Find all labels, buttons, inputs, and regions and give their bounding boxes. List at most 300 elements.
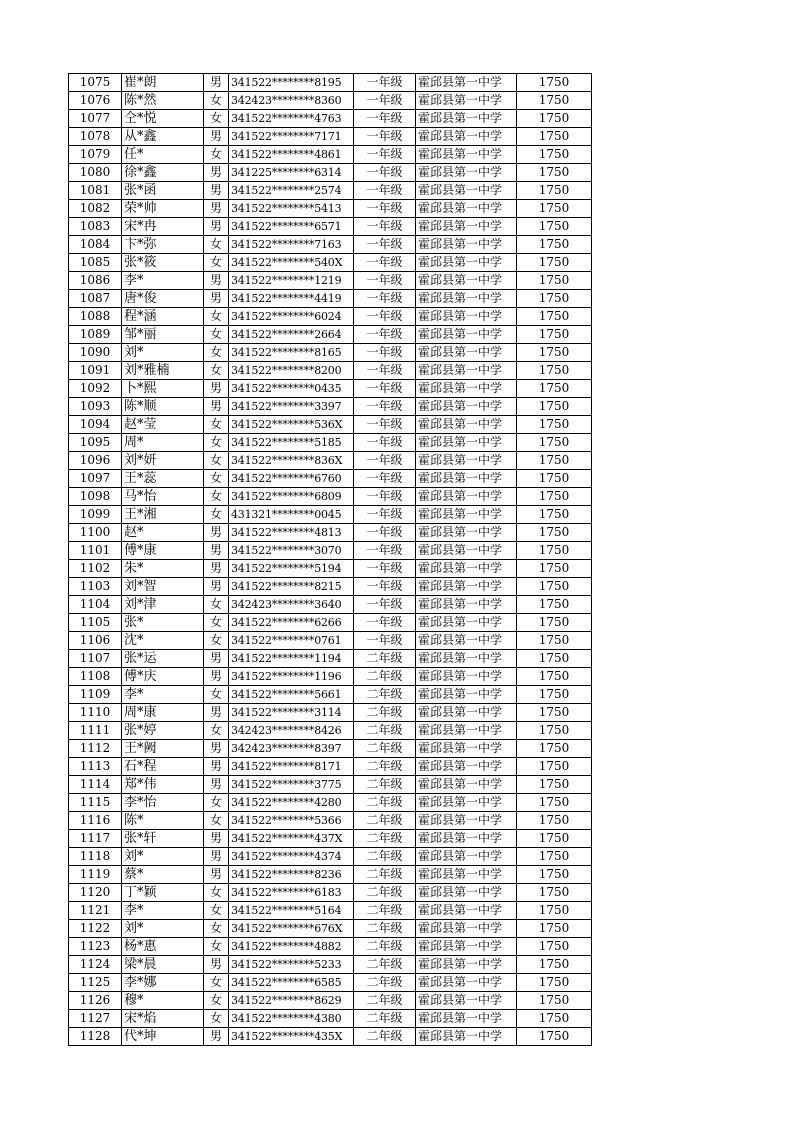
gender-cell: 女 <box>204 1010 229 1028</box>
id-number-cell: 341522********4861 <box>229 146 354 164</box>
table-row <box>69 182 592 200</box>
grade-cell: 一年级 <box>354 452 416 470</box>
amount-cell: 1750 <box>517 830 592 848</box>
grade-cell: 一年级 <box>354 254 416 272</box>
school-cell: 霍邱县第一中学 <box>416 1028 517 1046</box>
amount-cell: 1750 <box>517 182 592 200</box>
id-number-cell: 341522********8200 <box>229 362 354 380</box>
gender-cell: 女 <box>204 146 229 164</box>
id-number-cell: 342423********8426 <box>229 722 354 740</box>
row-number-cell: 1121 <box>69 902 122 920</box>
grade-cell: 二年级 <box>354 884 416 902</box>
row-number-cell: 1088 <box>69 308 122 326</box>
row-number-cell: 1094 <box>69 416 122 434</box>
student-name-cell: 宋*焰 <box>122 1010 204 1028</box>
student-name-cell: 张*函 <box>122 182 204 200</box>
school-cell: 霍邱县第一中学 <box>416 902 517 920</box>
student-name-cell: 宋*冉 <box>122 218 204 236</box>
row-number-cell: 1111 <box>69 722 122 740</box>
amount-cell: 1750 <box>517 128 592 146</box>
amount-cell: 1750 <box>517 488 592 506</box>
student-name-cell: 刘*津 <box>122 596 204 614</box>
id-number-cell: 341522********435X <box>229 1028 354 1046</box>
id-number-cell: 341522********8165 <box>229 344 354 362</box>
grade-cell: 二年级 <box>354 812 416 830</box>
amount-cell: 1750 <box>517 110 592 128</box>
grade-cell: 二年级 <box>354 758 416 776</box>
amount-cell: 1750 <box>517 740 592 758</box>
row-number-cell: 1115 <box>69 794 122 812</box>
school-cell: 霍邱县第一中学 <box>416 956 517 974</box>
student-name-cell: 代*坤 <box>122 1028 204 1046</box>
table-row <box>69 578 592 596</box>
table-row <box>69 74 592 92</box>
row-number-cell: 1087 <box>69 290 122 308</box>
table-row <box>69 974 592 992</box>
row-number-cell: 1082 <box>69 200 122 218</box>
table-row <box>69 560 592 578</box>
school-cell: 霍邱县第一中学 <box>416 848 517 866</box>
gender-cell: 男 <box>204 758 229 776</box>
table-row <box>69 362 592 380</box>
table-row <box>69 200 592 218</box>
row-number-cell: 1110 <box>69 704 122 722</box>
student-name-cell: 刘*雅楠 <box>122 362 204 380</box>
id-number-cell: 341522********5661 <box>229 686 354 704</box>
school-cell: 霍邱县第一中学 <box>416 326 517 344</box>
gender-cell: 男 <box>204 740 229 758</box>
row-number-cell: 1075 <box>69 74 122 92</box>
grade-cell: 一年级 <box>354 398 416 416</box>
row-number-cell: 1093 <box>69 398 122 416</box>
amount-cell: 1750 <box>517 254 592 272</box>
gender-cell: 女 <box>204 416 229 434</box>
table-row <box>69 380 592 398</box>
gender-cell: 男 <box>204 578 229 596</box>
id-number-cell: 341522********540X <box>229 254 354 272</box>
school-cell: 霍邱县第一中学 <box>416 830 517 848</box>
grade-cell: 一年级 <box>354 326 416 344</box>
amount-cell: 1750 <box>517 218 592 236</box>
school-cell: 霍邱县第一中学 <box>416 560 517 578</box>
id-number-cell: 341522********5194 <box>229 560 354 578</box>
table-row <box>69 866 592 884</box>
id-number-cell: 341522********1219 <box>229 272 354 290</box>
table-row <box>69 218 592 236</box>
grade-cell: 二年级 <box>354 920 416 938</box>
school-cell: 霍邱县第一中学 <box>416 290 517 308</box>
school-cell: 霍邱县第一中学 <box>416 524 517 542</box>
student-name-cell: 王*湘 <box>122 506 204 524</box>
student-name-cell: 丁*颖 <box>122 884 204 902</box>
id-number-cell: 341522********2664 <box>229 326 354 344</box>
table-row <box>69 740 592 758</box>
amount-cell: 1750 <box>517 380 592 398</box>
gender-cell: 男 <box>204 128 229 146</box>
student-name-cell: 陈*然 <box>122 92 204 110</box>
row-number-cell: 1117 <box>69 830 122 848</box>
id-number-cell: 431321********0045 <box>229 506 354 524</box>
row-number-cell: 1089 <box>69 326 122 344</box>
amount-cell: 1750 <box>517 416 592 434</box>
grade-cell: 一年级 <box>354 272 416 290</box>
gender-cell: 女 <box>204 920 229 938</box>
school-cell: 霍邱县第一中学 <box>416 974 517 992</box>
grade-cell: 一年级 <box>354 506 416 524</box>
row-number-cell: 1100 <box>69 524 122 542</box>
amount-cell: 1750 <box>517 614 592 632</box>
gender-cell: 男 <box>204 542 229 560</box>
school-cell: 霍邱县第一中学 <box>416 542 517 560</box>
amount-cell: 1750 <box>517 650 592 668</box>
student-name-cell: 张*轩 <box>122 830 204 848</box>
student-name-cell: 刘* <box>122 344 204 362</box>
row-number-cell: 1085 <box>69 254 122 272</box>
gender-cell: 女 <box>204 632 229 650</box>
gender-cell: 男 <box>204 290 229 308</box>
row-number-cell: 1125 <box>69 974 122 992</box>
school-cell: 霍邱县第一中学 <box>416 668 517 686</box>
grade-cell: 一年级 <box>354 92 416 110</box>
row-number-cell: 1097 <box>69 470 122 488</box>
student-name-cell: 刘* <box>122 848 204 866</box>
row-number-cell: 1099 <box>69 506 122 524</box>
school-cell: 霍邱县第一中学 <box>416 146 517 164</box>
table-row <box>69 650 592 668</box>
table-row <box>69 146 592 164</box>
school-cell: 霍邱县第一中学 <box>416 650 517 668</box>
gender-cell: 女 <box>204 452 229 470</box>
table-row <box>69 776 592 794</box>
gender-cell: 女 <box>204 812 229 830</box>
gender-cell: 女 <box>204 614 229 632</box>
gender-cell: 男 <box>204 776 229 794</box>
gender-cell: 男 <box>204 956 229 974</box>
school-cell: 霍邱县第一中学 <box>416 866 517 884</box>
gender-cell: 男 <box>204 524 229 542</box>
id-number-cell: 341522********4763 <box>229 110 354 128</box>
table-row <box>69 956 592 974</box>
row-number-cell: 1098 <box>69 488 122 506</box>
student-name-cell: 唐*俊 <box>122 290 204 308</box>
grade-cell: 一年级 <box>354 416 416 434</box>
school-cell: 霍邱县第一中学 <box>416 362 517 380</box>
student-name-cell: 陈* <box>122 812 204 830</box>
student-name-cell: 郑*伟 <box>122 776 204 794</box>
gender-cell: 女 <box>204 506 229 524</box>
row-number-cell: 1084 <box>69 236 122 254</box>
student-name-cell: 马*怡 <box>122 488 204 506</box>
amount-cell: 1750 <box>517 470 592 488</box>
amount-cell: 1750 <box>517 812 592 830</box>
grade-cell: 一年级 <box>354 110 416 128</box>
id-number-cell: 341522********3775 <box>229 776 354 794</box>
id-number-cell: 341522********6571 <box>229 218 354 236</box>
gender-cell: 男 <box>204 866 229 884</box>
gender-cell: 女 <box>204 488 229 506</box>
table-row <box>69 272 592 290</box>
school-cell: 霍邱县第一中学 <box>416 452 517 470</box>
id-number-cell: 341522********3114 <box>229 704 354 722</box>
amount-cell: 1750 <box>517 974 592 992</box>
school-cell: 霍邱县第一中学 <box>416 200 517 218</box>
amount-cell: 1750 <box>517 668 592 686</box>
row-number-cell: 1096 <box>69 452 122 470</box>
student-name-cell: 周* <box>122 434 204 452</box>
gender-cell: 女 <box>204 938 229 956</box>
gender-cell: 女 <box>204 992 229 1010</box>
grade-cell: 一年级 <box>354 470 416 488</box>
amount-cell: 1750 <box>517 632 592 650</box>
table-row <box>69 416 592 434</box>
grade-cell: 二年级 <box>354 650 416 668</box>
table-row <box>69 164 592 182</box>
student-name-cell: 任* <box>122 146 204 164</box>
id-number-cell: 341522********2574 <box>229 182 354 200</box>
grade-cell: 一年级 <box>354 218 416 236</box>
table-row <box>69 452 592 470</box>
grade-cell: 一年级 <box>354 290 416 308</box>
school-cell: 霍邱县第一中学 <box>416 596 517 614</box>
gender-cell: 男 <box>204 398 229 416</box>
school-cell: 霍邱县第一中学 <box>416 110 517 128</box>
gender-cell: 女 <box>204 902 229 920</box>
school-cell: 霍邱县第一中学 <box>416 506 517 524</box>
grade-cell: 二年级 <box>354 866 416 884</box>
grade-cell: 一年级 <box>354 362 416 380</box>
gender-cell: 女 <box>204 110 229 128</box>
gender-cell: 男 <box>204 200 229 218</box>
table-row <box>69 722 592 740</box>
student-name-cell: 周*康 <box>122 704 204 722</box>
id-number-cell: 341522********5185 <box>229 434 354 452</box>
row-number-cell: 1128 <box>69 1028 122 1046</box>
row-number-cell: 1106 <box>69 632 122 650</box>
grade-cell: 一年级 <box>354 128 416 146</box>
gender-cell: 男 <box>204 1028 229 1046</box>
gender-cell: 男 <box>204 272 229 290</box>
student-name-cell: 蔡* <box>122 866 204 884</box>
grade-cell: 一年级 <box>354 434 416 452</box>
student-name-cell: 崔*朗 <box>122 74 204 92</box>
school-cell: 霍邱县第一中学 <box>416 614 517 632</box>
row-number-cell: 1078 <box>69 128 122 146</box>
table-row <box>69 794 592 812</box>
gender-cell: 女 <box>204 470 229 488</box>
grade-cell: 一年级 <box>354 488 416 506</box>
student-subsidy-table <box>68 73 592 1046</box>
row-number-cell: 1079 <box>69 146 122 164</box>
table-row <box>69 110 592 128</box>
grade-cell: 二年级 <box>354 722 416 740</box>
grade-cell: 二年级 <box>354 974 416 992</box>
grade-cell: 一年级 <box>354 308 416 326</box>
gender-cell: 男 <box>204 830 229 848</box>
school-cell: 霍邱县第一中学 <box>416 884 517 902</box>
id-number-cell: 341522********6760 <box>229 470 354 488</box>
row-number-cell: 1101 <box>69 542 122 560</box>
school-cell: 霍邱县第一中学 <box>416 812 517 830</box>
student-name-cell: 李* <box>122 902 204 920</box>
gender-cell: 女 <box>204 722 229 740</box>
school-cell: 霍邱县第一中学 <box>416 992 517 1010</box>
student-name-cell: 张*婷 <box>122 722 204 740</box>
school-cell: 霍邱县第一中学 <box>416 74 517 92</box>
table-row <box>69 848 592 866</box>
grade-cell: 一年级 <box>354 74 416 92</box>
table-row <box>69 758 592 776</box>
student-name-cell: 傅*庆 <box>122 668 204 686</box>
table-row <box>69 704 592 722</box>
student-name-cell: 穆* <box>122 992 204 1010</box>
table-row <box>69 1010 592 1028</box>
table-row <box>69 1028 592 1046</box>
table-row <box>69 254 592 272</box>
amount-cell: 1750 <box>517 308 592 326</box>
id-number-cell: 341522********7171 <box>229 128 354 146</box>
grade-cell: 二年级 <box>354 1028 416 1046</box>
amount-cell: 1750 <box>517 596 592 614</box>
school-cell: 霍邱县第一中学 <box>416 938 517 956</box>
table-row <box>69 92 592 110</box>
gender-cell: 女 <box>204 344 229 362</box>
row-number-cell: 1076 <box>69 92 122 110</box>
row-number-cell: 1090 <box>69 344 122 362</box>
id-number-cell: 341522********5164 <box>229 902 354 920</box>
gender-cell: 男 <box>204 848 229 866</box>
school-cell: 霍邱县第一中学 <box>416 398 517 416</box>
id-number-cell: 341522********3070 <box>229 542 354 560</box>
student-name-cell: 张* <box>122 614 204 632</box>
grade-cell: 二年级 <box>354 740 416 758</box>
table-row <box>69 506 592 524</box>
grade-cell: 二年级 <box>354 1010 416 1028</box>
gender-cell: 女 <box>204 308 229 326</box>
gender-cell: 男 <box>204 164 229 182</box>
grade-cell: 一年级 <box>354 380 416 398</box>
id-number-cell: 341522********7163 <box>229 236 354 254</box>
school-cell: 霍邱县第一中学 <box>416 686 517 704</box>
id-number-cell: 341522********4419 <box>229 290 354 308</box>
grade-cell: 一年级 <box>354 560 416 578</box>
gender-cell: 男 <box>204 380 229 398</box>
student-name-cell: 梁*晨 <box>122 956 204 974</box>
school-cell: 霍邱县第一中学 <box>416 488 517 506</box>
id-number-cell: 341522********536X <box>229 416 354 434</box>
amount-cell: 1750 <box>517 272 592 290</box>
grade-cell: 一年级 <box>354 524 416 542</box>
id-number-cell: 341522********8195 <box>229 74 354 92</box>
grade-cell: 二年级 <box>354 704 416 722</box>
amount-cell: 1750 <box>517 686 592 704</box>
amount-cell: 1750 <box>517 74 592 92</box>
student-name-cell: 刘*智 <box>122 578 204 596</box>
row-number-cell: 1113 <box>69 758 122 776</box>
amount-cell: 1750 <box>517 794 592 812</box>
student-name-cell: 刘*妍 <box>122 452 204 470</box>
grade-cell: 一年级 <box>354 344 416 362</box>
amount-cell: 1750 <box>517 704 592 722</box>
gender-cell: 男 <box>204 560 229 578</box>
table-row <box>69 596 592 614</box>
grade-cell: 一年级 <box>354 578 416 596</box>
school-cell: 霍邱县第一中学 <box>416 434 517 452</box>
school-cell: 霍邱县第一中学 <box>416 758 517 776</box>
row-number-cell: 1120 <box>69 884 122 902</box>
school-cell: 霍邱县第一中学 <box>416 236 517 254</box>
gender-cell: 女 <box>204 974 229 992</box>
amount-cell: 1750 <box>517 884 592 902</box>
amount-cell: 1750 <box>517 920 592 938</box>
grade-cell: 一年级 <box>354 146 416 164</box>
school-cell: 霍邱县第一中学 <box>416 416 517 434</box>
table-row <box>69 128 592 146</box>
id-number-cell: 341522********6183 <box>229 884 354 902</box>
grade-cell: 二年级 <box>354 902 416 920</box>
table-row <box>69 902 592 920</box>
amount-cell: 1750 <box>517 956 592 974</box>
row-number-cell: 1086 <box>69 272 122 290</box>
amount-cell: 1750 <box>517 902 592 920</box>
table-row <box>69 290 592 308</box>
school-cell: 霍邱县第一中学 <box>416 182 517 200</box>
row-number-cell: 1108 <box>69 668 122 686</box>
amount-cell: 1750 <box>517 290 592 308</box>
id-number-cell: 341522********0435 <box>229 380 354 398</box>
gender-cell: 女 <box>204 92 229 110</box>
row-number-cell: 1083 <box>69 218 122 236</box>
table-row <box>69 920 592 938</box>
row-number-cell: 1091 <box>69 362 122 380</box>
amount-cell: 1750 <box>517 560 592 578</box>
gender-cell: 女 <box>204 434 229 452</box>
id-number-cell: 341522********8629 <box>229 992 354 1010</box>
grade-cell: 二年级 <box>354 830 416 848</box>
student-name-cell: 邹*丽 <box>122 326 204 344</box>
table-row <box>69 344 592 362</box>
school-cell: 霍邱县第一中学 <box>416 344 517 362</box>
id-number-cell: 341522********1194 <box>229 650 354 668</box>
row-number-cell: 1077 <box>69 110 122 128</box>
row-number-cell: 1119 <box>69 866 122 884</box>
table-row <box>69 614 592 632</box>
student-name-cell: 赵*莹 <box>122 416 204 434</box>
amount-cell: 1750 <box>517 434 592 452</box>
id-number-cell: 341522********5413 <box>229 200 354 218</box>
gender-cell: 女 <box>204 596 229 614</box>
student-name-cell: 王*阙 <box>122 740 204 758</box>
school-cell: 霍邱县第一中学 <box>416 920 517 938</box>
school-cell: 霍邱县第一中学 <box>416 578 517 596</box>
student-name-cell: 李*怡 <box>122 794 204 812</box>
table-row <box>69 488 592 506</box>
id-number-cell: 341522********1196 <box>229 668 354 686</box>
amount-cell: 1750 <box>517 200 592 218</box>
student-name-cell: 张*运 <box>122 650 204 668</box>
student-name-cell: 从*鑫 <box>122 128 204 146</box>
gender-cell: 女 <box>204 686 229 704</box>
student-name-cell: 程*涵 <box>122 308 204 326</box>
id-number-cell: 341522********3397 <box>229 398 354 416</box>
grade-cell: 一年级 <box>354 182 416 200</box>
table-row <box>69 830 592 848</box>
row-number-cell: 1081 <box>69 182 122 200</box>
gender-cell: 男 <box>204 650 229 668</box>
school-cell: 霍邱县第一中学 <box>416 128 517 146</box>
table-row <box>69 398 592 416</box>
id-number-cell: 341522********676X <box>229 920 354 938</box>
gender-cell: 女 <box>204 884 229 902</box>
